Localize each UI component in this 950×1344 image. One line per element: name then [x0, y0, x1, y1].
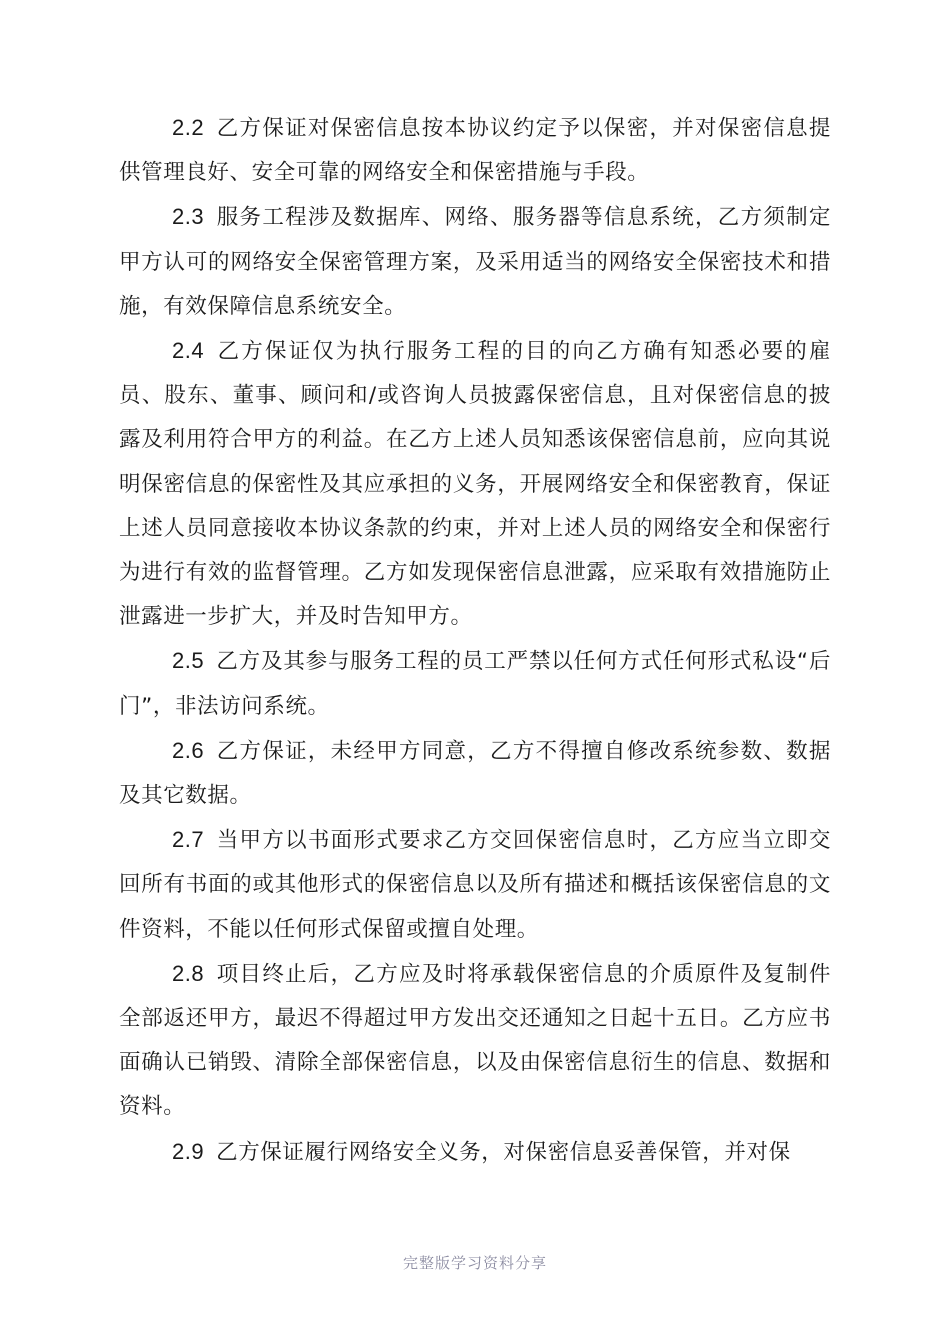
clause-number: 2.9 [172, 1138, 205, 1164]
clause-2-5 [119, 639, 831, 728]
clause-text: 乙方保证仅为执行服务工程的目的向乙方确有知悉必要的雇员、股东、董事、顾问和/或咨询人员披露保密信息，且对保密信息的披露及利用符合甲方的利益。在乙方上述人员知悉该保密信息前，应向其说明保密信息的保密性及其应承担的义务，开展网络安全和保密教育，保证上述人员同意接收本协议条款的约束，并对上述人员的网络安全和保密行为进行有效的监督管理。乙方如发现保密信息泄露，应采取有效措施防止泄露进一步扩大，并及时告知甲方。 [119, 339, 831, 630]
clause-2-6 [119, 729, 831, 818]
clause-number: 2.7 [172, 827, 205, 853]
clause-text: 乙方保证，未经甲方同意，乙方不得擅自修改系统参数、数据及其它数据。 [119, 738, 831, 809]
clause-text: 乙方及其参与服务工程的员工严禁以任何方式任何形式私设“后门”，非法访问系统。 [119, 649, 831, 719]
clause-number: 2.4 [172, 338, 205, 364]
clause-2-8 [119, 952, 831, 1130]
clause-2-3 [119, 195, 831, 329]
clause-text: 乙方保证对保密信息按本协议约定予以保密，并对保密信息提供管理良好、安全可靠的网络安全和保密措施与手段。 [119, 116, 831, 186]
document-body [119, 106, 831, 1175]
page-footer: 完整版学习资料分享 [402, 1254, 547, 1272]
clause-number: 2.3 [172, 204, 205, 230]
clause-text: 乙方保证履行网络安全义务，对保密信息妥善保管，并对保 [216, 1139, 791, 1165]
clause-2-2 [119, 106, 831, 195]
clause-2-9 [119, 1130, 831, 1175]
clause-2-7 [119, 818, 831, 952]
clause-number: 2.2 [172, 115, 205, 140]
clause-number: 2.6 [172, 737, 205, 763]
clause-text: 当甲方以书面形式要求乙方交回保密信息时，乙方应当立即交回所有书面的或其他形式的保密信息以及所有描述和概括该保密信息的文件资料，不能以任何形式保留或擅自处理。 [119, 828, 831, 942]
clause-text: 项目终止后，乙方应及时将承载保密信息的介质原件及复制件全部返还甲方，最迟不得超过甲方发出交还通知之日起十五日。乙方应书面确认已销毁、清除全部保密信息，以及由保密信息衍生的信息、数据和资料。 [119, 961, 831, 1120]
clause-text: 服务工程涉及数据库、网络、服务器等信息系统，乙方须制定甲方认可的网络安全保密管理方案，及采用适当的网络安全保密技术和措施，有效保障信息系统安全。 [119, 205, 831, 319]
clause-number: 2.5 [172, 648, 205, 674]
clause-number: 2.8 [172, 960, 205, 986]
clause-2-4 [119, 329, 831, 639]
